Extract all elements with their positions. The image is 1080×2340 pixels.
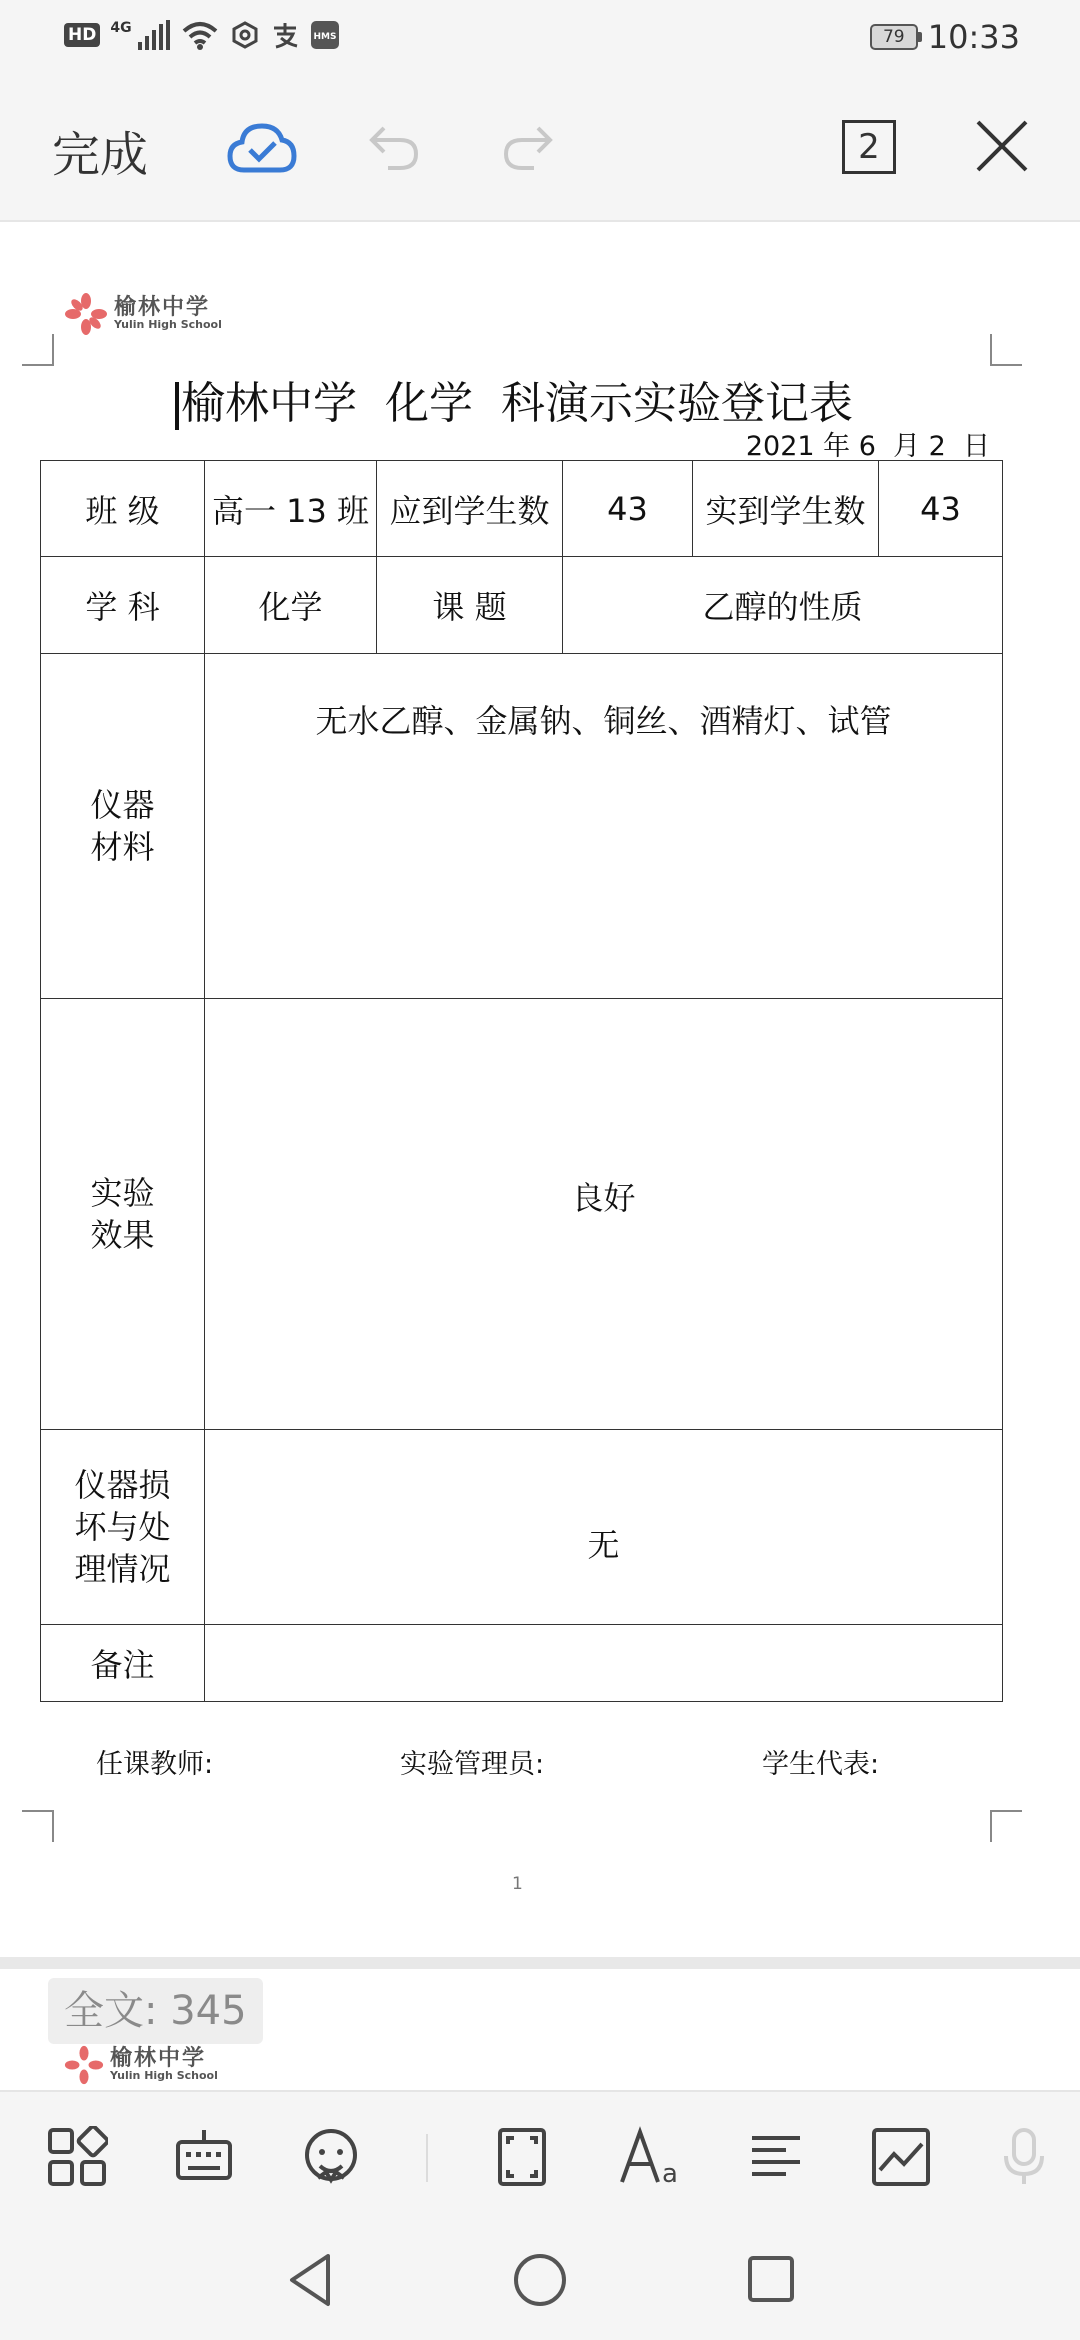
margin-corner-bl bbox=[22, 1810, 54, 1842]
text-cursor bbox=[175, 382, 179, 430]
table-row bbox=[41, 654, 1003, 999]
clock: 10:33 bbox=[927, 18, 1020, 56]
home-icon[interactable] bbox=[512, 2250, 568, 2310]
expected-students-value[interactable]: 43 bbox=[563, 461, 693, 557]
svg-text:HMS: HMS bbox=[313, 32, 337, 42]
document-page[interactable] bbox=[0, 222, 1080, 1957]
table-row bbox=[41, 1430, 1003, 1625]
materials-label[interactable]: 仪器 材料 bbox=[41, 654, 205, 999]
registration-table[interactable] bbox=[40, 460, 1003, 1702]
actual-students-value[interactable]: 43 bbox=[879, 461, 1003, 557]
page-number: 1 bbox=[512, 1874, 523, 1894]
class-label[interactable]: 班 级 bbox=[41, 461, 205, 557]
font-icon[interactable] bbox=[618, 2126, 682, 2188]
expected-students-label[interactable]: 应到学生数 bbox=[377, 461, 563, 557]
layout-grid-icon[interactable] bbox=[46, 2126, 108, 2188]
settings-hex-icon bbox=[230, 20, 260, 50]
status-bar bbox=[0, 0, 1080, 76]
microphone-icon[interactable] bbox=[1002, 2126, 1046, 2188]
flower-logo-icon bbox=[64, 2045, 104, 2085]
page-separator bbox=[0, 1957, 1080, 1969]
student-signature-label[interactable]: 学生代表: bbox=[762, 1749, 880, 1780]
recents-icon[interactable] bbox=[744, 2250, 798, 2310]
close-icon[interactable] bbox=[972, 116, 1032, 176]
topic-label[interactable]: 课 题 bbox=[377, 557, 563, 654]
damage-value[interactable]: 无 bbox=[205, 1430, 1003, 1625]
materials-value[interactable]: 无水乙醇、金属钠、铜丝、酒精灯、试管 bbox=[205, 654, 1003, 999]
remarks-value[interactable] bbox=[205, 1625, 1003, 1702]
redo-icon[interactable] bbox=[500, 122, 554, 174]
subject-label[interactable]: 学 科 bbox=[41, 557, 205, 654]
bottom-toolbar bbox=[0, 2090, 1080, 2220]
network-type: 4G bbox=[110, 20, 132, 36]
logo-english-text: Yulin High School bbox=[110, 2069, 218, 2082]
margin-corner-tl bbox=[22, 334, 54, 366]
logo-english-text: Yulin High School bbox=[114, 318, 222, 331]
done-button[interactable]: 完成 bbox=[52, 127, 149, 183]
battery-icon: 79 bbox=[870, 24, 918, 50]
keyboard-icon[interactable] bbox=[174, 2126, 234, 2188]
school-logo bbox=[64, 292, 222, 336]
table-row bbox=[41, 557, 1003, 654]
svg-text:a: a bbox=[662, 2159, 678, 2188]
hms-icon bbox=[310, 20, 340, 50]
system-nav-bar bbox=[0, 2220, 1080, 2340]
wifi-icon bbox=[180, 20, 220, 50]
toolbar-divider bbox=[426, 2134, 428, 2182]
effect-value[interactable]: 良好 bbox=[205, 999, 1003, 1430]
flower-logo-icon bbox=[64, 292, 108, 336]
document-title[interactable]: 榆林中学 化学 科演示实验登记表 bbox=[175, 367, 853, 431]
chart-icon[interactable] bbox=[870, 2126, 932, 2188]
editor-toolbar bbox=[0, 76, 1080, 222]
table-row bbox=[41, 999, 1003, 1430]
admin-signature-label[interactable]: 实验管理员: bbox=[400, 1749, 545, 1780]
effect-label[interactable]: 实验 效果 bbox=[41, 999, 205, 1430]
cloud-sync-icon[interactable] bbox=[226, 118, 298, 178]
word-count-badge[interactable]: 全文: 345 bbox=[48, 1978, 263, 2044]
damage-label[interactable]: 仪器损 坏与处 理情况 bbox=[41, 1430, 205, 1625]
signal-icon bbox=[136, 20, 170, 50]
logo-chinese-text: 榆林中学 bbox=[114, 294, 211, 320]
teacher-signature-label[interactable]: 任课教师: bbox=[96, 1749, 214, 1780]
logo-chinese-text: 榆林中学 bbox=[110, 2045, 207, 2071]
table-row bbox=[41, 461, 1003, 557]
margin-corner-br bbox=[990, 1810, 1022, 1842]
topic-value[interactable]: 乙醇的性质 bbox=[563, 557, 1003, 654]
actual-students-label[interactable]: 实到学生数 bbox=[693, 461, 879, 557]
margin-corner-tr bbox=[990, 334, 1022, 366]
hd-indicator: HD bbox=[64, 23, 100, 47]
subject-value[interactable]: 化学 bbox=[205, 557, 377, 654]
document-date[interactable]: 2021 年 6 月 2 日 bbox=[745, 431, 990, 462]
paragraph-icon[interactable] bbox=[746, 2126, 806, 2188]
sticker-icon[interactable] bbox=[300, 2126, 362, 2188]
school-logo bbox=[64, 2045, 218, 2085]
undo-icon[interactable] bbox=[368, 122, 422, 174]
fullscreen-icon[interactable] bbox=[496, 2126, 548, 2188]
alipay-icon bbox=[270, 20, 300, 50]
page-count-button[interactable]: 2 bbox=[842, 120, 896, 174]
remarks-label[interactable]: 备注 bbox=[41, 1625, 205, 1702]
class-value[interactable]: 高一 13 班 bbox=[205, 461, 377, 557]
table-row bbox=[41, 1625, 1003, 1702]
back-icon[interactable] bbox=[284, 2250, 338, 2310]
